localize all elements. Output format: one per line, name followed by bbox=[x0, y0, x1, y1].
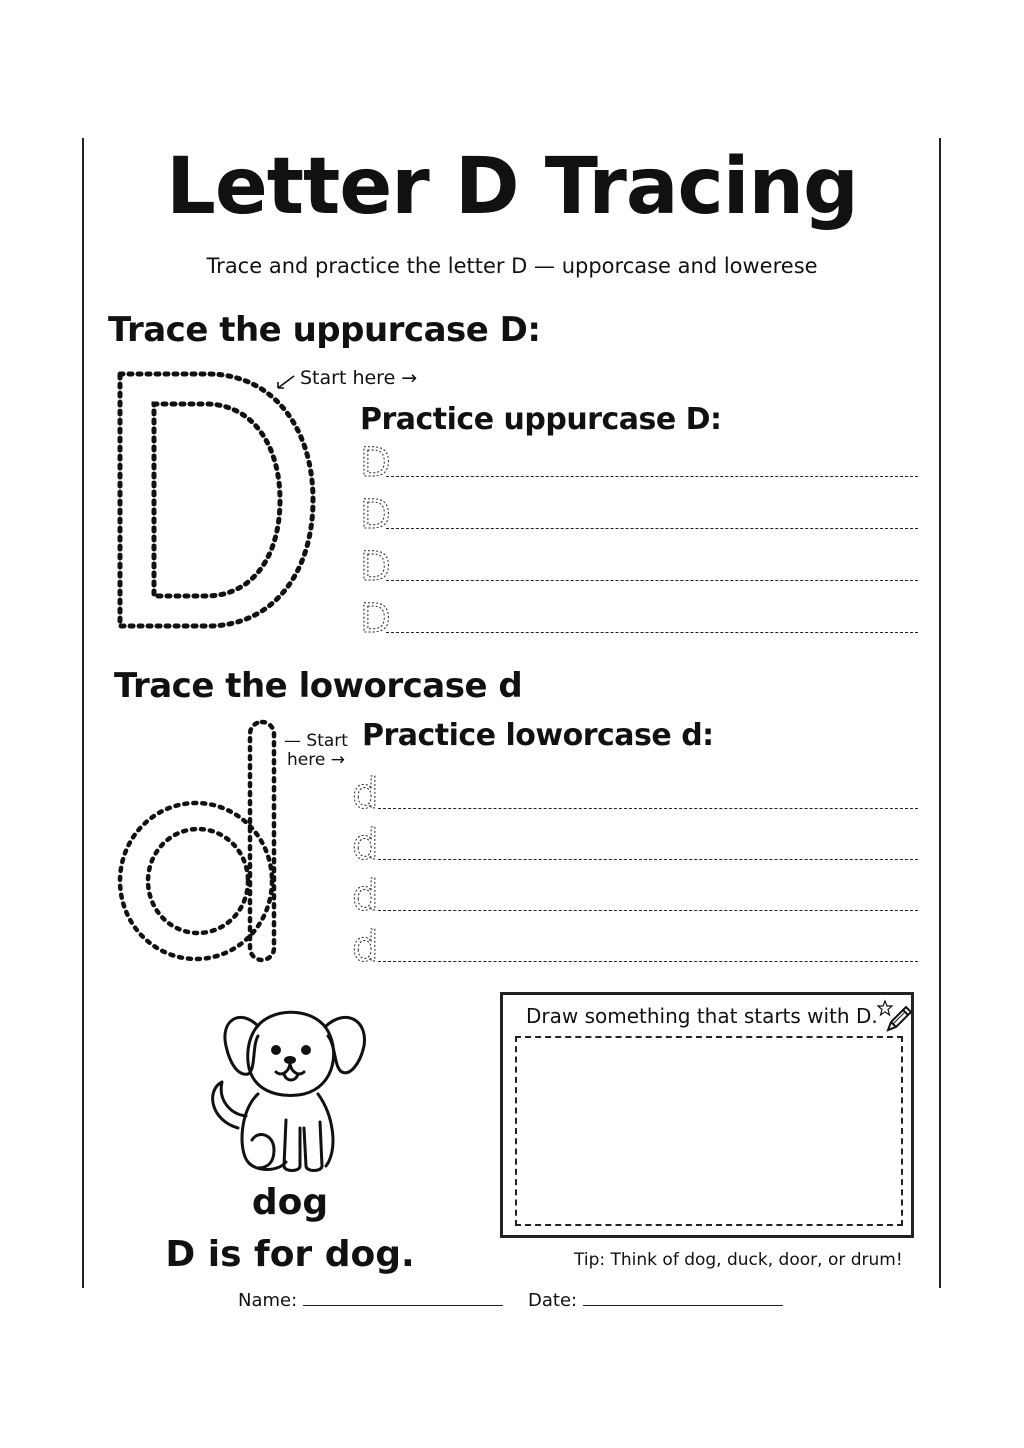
uppercase-practice-row[interactable] bbox=[360, 492, 918, 544]
lowercase-trace-glyph bbox=[352, 871, 392, 920]
uppercase-practice-row[interactable] bbox=[360, 440, 918, 492]
picture-sentence: D is for dog. bbox=[165, 1234, 415, 1275]
lowercase-start-note-line2: here → bbox=[287, 750, 345, 770]
name-blank-line[interactable] bbox=[303, 1291, 503, 1306]
lowercase-trace-glyph bbox=[352, 769, 392, 818]
lowercase-trace-heading: Trace the loworcase d bbox=[114, 666, 523, 706]
svg-text:d: d bbox=[352, 871, 379, 920]
lowercase-practice-row[interactable] bbox=[352, 770, 918, 821]
svg-text:D: D bbox=[360, 596, 391, 642]
date-label: Date: bbox=[528, 1290, 578, 1311]
uppercase-d-trace-outline[interactable] bbox=[108, 368, 328, 638]
right-border bbox=[939, 138, 941, 1288]
lowercase-start-note bbox=[276, 732, 356, 770]
uppercase-trace-heading: Trace the uppurcase D: bbox=[108, 310, 541, 350]
lowercase-practice-line[interactable] bbox=[378, 808, 918, 809]
lowercase-trace-glyph bbox=[352, 922, 392, 971]
lowercase-practice-line[interactable] bbox=[378, 910, 918, 911]
svg-text:D: D bbox=[360, 544, 391, 590]
uppercase-practice-heading: Practice uppurcase D: bbox=[360, 402, 722, 437]
svg-text:d: d bbox=[352, 769, 379, 818]
lowercase-practice-row[interactable] bbox=[352, 872, 918, 923]
page-title: Letter D Tracing bbox=[166, 142, 858, 232]
uppercase-practice-line[interactable] bbox=[386, 476, 918, 477]
left-border bbox=[82, 138, 84, 1288]
page-subtitle: Trace and practice the letter D — upporcase and lowerese bbox=[206, 254, 818, 278]
lowercase-practice-heading: Practice loworcase d: bbox=[362, 718, 714, 753]
uppercase-practice-line[interactable] bbox=[386, 580, 918, 581]
svg-text:D: D bbox=[360, 492, 391, 538]
lowercase-practice-line[interactable] bbox=[378, 961, 918, 962]
start-arrow-icon bbox=[274, 372, 298, 392]
svg-text:d: d bbox=[352, 922, 379, 971]
drawing-area[interactable] bbox=[515, 1036, 903, 1226]
drawing-box-label: Draw something that starts with D. bbox=[526, 1004, 878, 1028]
svg-text:D: D bbox=[360, 440, 391, 486]
uppercase-start-note: Start here → bbox=[300, 367, 418, 389]
uppercase-trace-glyph bbox=[360, 544, 400, 590]
uppercase-practice-line[interactable] bbox=[386, 632, 918, 633]
svg-text:d: d bbox=[352, 820, 379, 869]
uppercase-trace-glyph bbox=[360, 596, 400, 642]
uppercase-practice-line[interactable] bbox=[386, 528, 918, 529]
drawing-tip: Tip: Think of dog, duck, door, or drum! bbox=[574, 1250, 903, 1270]
uppercase-practice-row[interactable] bbox=[360, 544, 918, 596]
uppercase-trace-glyph bbox=[360, 440, 400, 486]
picture-word: dog bbox=[251, 1182, 329, 1223]
lowercase-practice-row[interactable] bbox=[352, 923, 918, 974]
lowercase-start-note-line1: — Start bbox=[284, 731, 348, 751]
lowercase-practice-line[interactable] bbox=[378, 859, 918, 860]
uppercase-practice-row[interactable] bbox=[360, 596, 918, 648]
pencil-icon bbox=[884, 1004, 914, 1034]
date-blank-line[interactable] bbox=[583, 1291, 783, 1306]
lowercase-trace-glyph bbox=[352, 820, 392, 869]
name-field[interactable] bbox=[238, 1290, 503, 1311]
name-label: Name: bbox=[238, 1290, 298, 1311]
dog-illustration-icon bbox=[200, 990, 390, 1180]
lowercase-practice-row[interactable] bbox=[352, 821, 918, 872]
date-field[interactable] bbox=[528, 1290, 783, 1311]
uppercase-trace-glyph bbox=[360, 492, 400, 538]
